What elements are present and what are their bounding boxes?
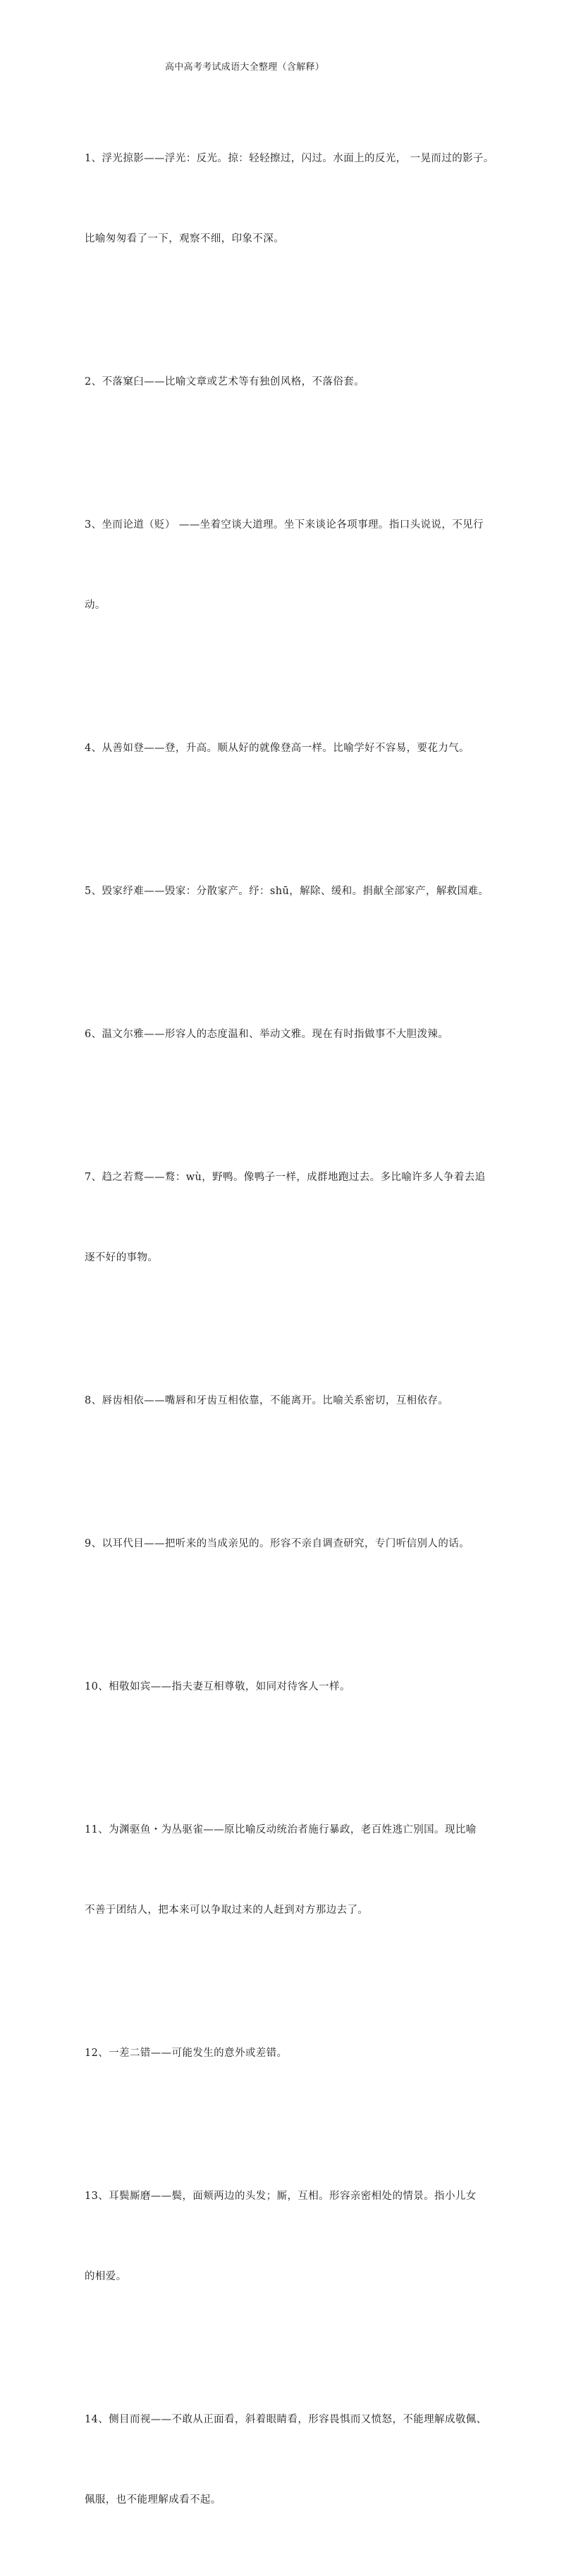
entry-line: 佩服，也不能理解成看不起。 xyxy=(85,2494,221,2506)
entry-line: 4、从善如登——登，升高。顺从好的就像登高一样。比喻学好不容易，要花力气。 xyxy=(85,743,470,754)
entry-line: 13、耳鬓厮磨——鬓，面颊两边的头发；厮，互相。形容亲密相处的情景。指小儿女 xyxy=(85,2191,477,2202)
entry-line: 9、以耳代目——把听来的当成亲见的。形容不亲自调查研究，专门听信别人的话。 xyxy=(85,1538,470,1549)
entry-line: 5、毁家纾难——毁家：分散家产。纾：shū，解除、缓和。捐献全部家产，解救国难。 xyxy=(85,886,489,897)
idiom-entry xyxy=(85,1110,494,1325)
idiom-entry xyxy=(85,681,494,815)
entry-line: 3、坐而论道（贬） ——坐着空谈大道理。坐下来谈论各项事理。指口头说说，不见行 xyxy=(85,519,484,531)
entry-line: 逐不好的事物。 xyxy=(85,1252,159,1263)
idiom-entry xyxy=(85,2129,494,2343)
idiom-entry xyxy=(85,824,494,958)
entry-line: 动。 xyxy=(85,600,106,611)
entry-line: 2、不落窠臼——比喻文章或艺术等有独创风格，不落俗套。 xyxy=(85,376,365,388)
entry-line: 11、为渊驱鱼・为丛驱雀——原比喻反动统治者施行暴政，老百姓逃亡别国。现比喻 xyxy=(85,1824,477,1835)
entry-line: 的相爱。 xyxy=(85,2271,127,2282)
entry-line: 14、侧目而视——不敢从正面看，斜着眼睛看，形容畏惧而又愤怒，不能理解成敬佩、 xyxy=(85,2414,487,2425)
idiom-entry xyxy=(85,1763,494,1977)
entry-line: 8、唇齿相依——嘴唇和牙齿互相依靠，不能离开。比喻关系密切，互相依存。 xyxy=(85,1395,449,1406)
idiom-entry xyxy=(85,1477,494,1611)
idiom-entry xyxy=(85,1620,494,1754)
entry-line: 6、温文尔雅——形容人的态度温和、举动文雅。现在有时指做事不大胆泼辣。 xyxy=(85,1029,449,1040)
idiom-entry xyxy=(85,315,494,449)
entry-line: 1、浮光掠影——浮光：反光。掠：轻轻擦过，闪过。水面上的反光， 一晃而过的影子。 xyxy=(85,153,494,164)
idiom-entry xyxy=(85,1986,494,2120)
idiom-list xyxy=(85,92,494,2576)
entry-line: 7、趋之若鹜——鹜：wù，野鸭。像鸭子一样，成群地跑过去。多比喻许多人争着去追 xyxy=(85,1172,486,1183)
idiom-entry xyxy=(85,2353,494,2567)
entry-line: 12、一差二错——可能发生的意外或差错。 xyxy=(85,2048,288,2059)
entry-line: 10、相敬如宾——指夫妻互相尊敬，如同对待客人一样。 xyxy=(85,1681,350,1692)
entry-line: 不善于团结人，把本来可以争取过来的人赶到对方那边去了。 xyxy=(85,1905,369,1916)
document-title: 高中高考考试成语大全整理（含解释） xyxy=(165,62,325,73)
idiom-entry xyxy=(85,458,494,672)
entry-line: 比喻匆匆看了一下，观察不细，印象不深。 xyxy=(85,233,285,244)
idiom-entry xyxy=(85,967,494,1101)
idiom-entry xyxy=(85,1334,494,1468)
idiom-entry xyxy=(85,92,494,306)
